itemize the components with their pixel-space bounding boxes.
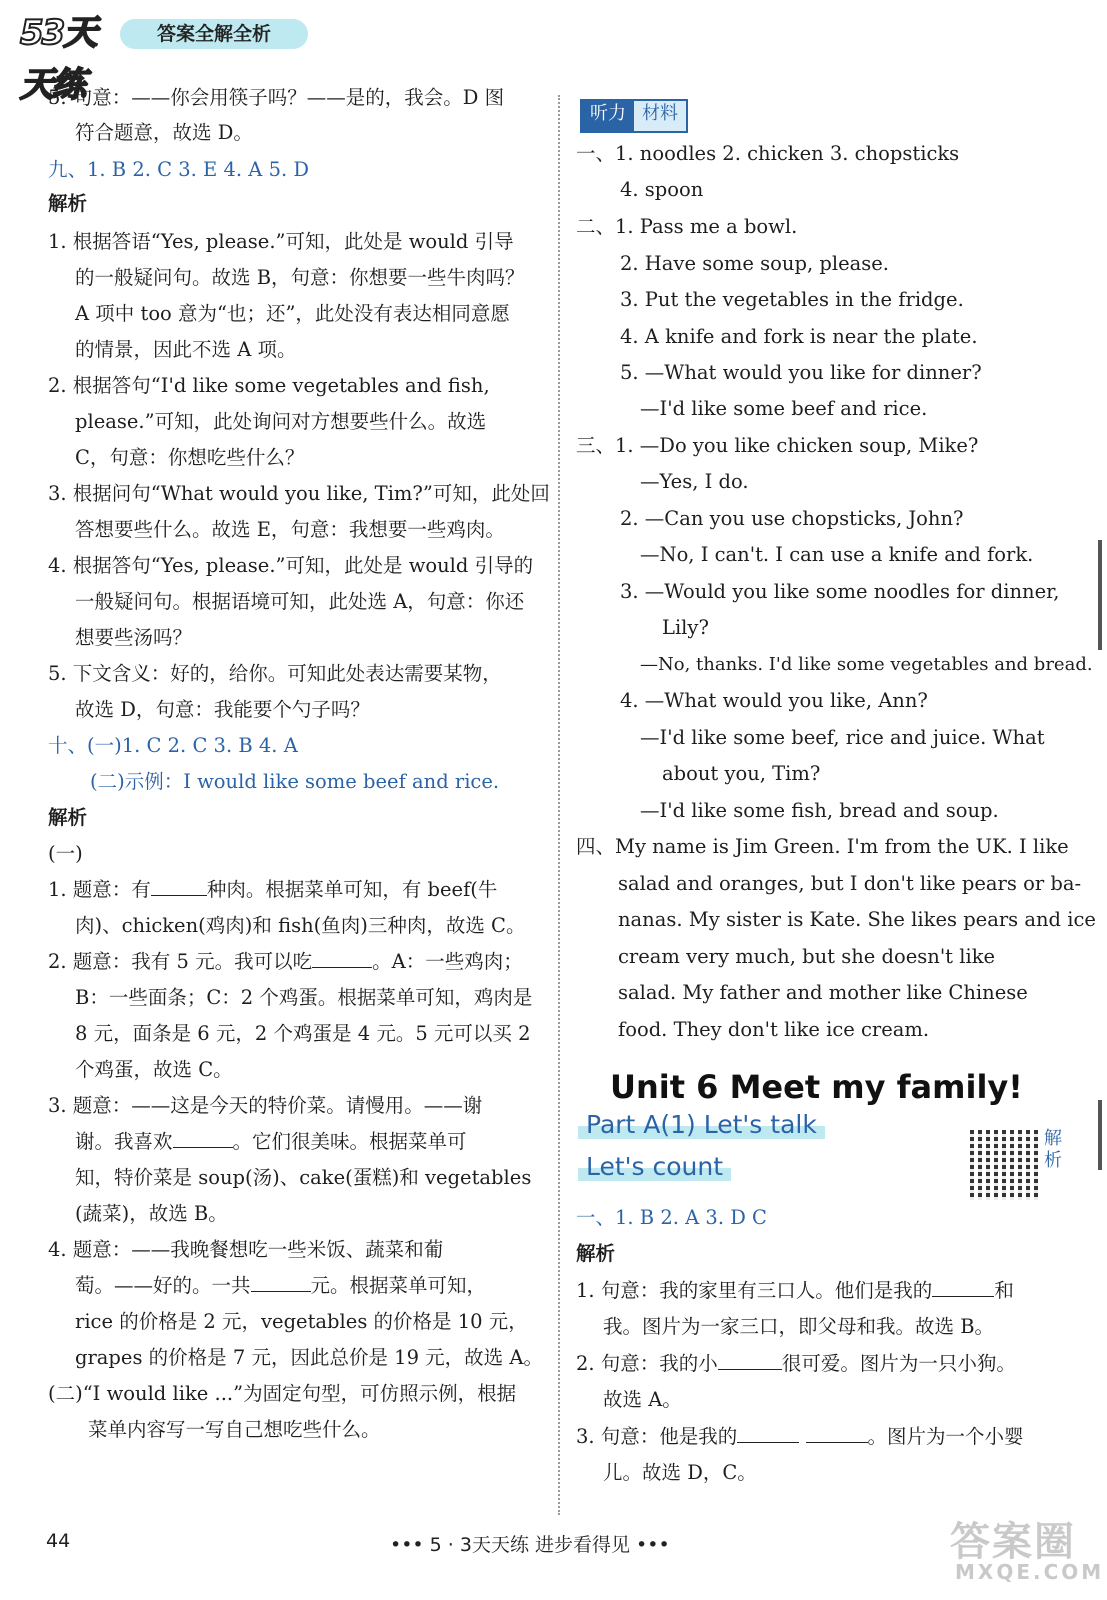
text-line: (二)“I would like ...”为固定句型，可仿照示例，根据 (48, 1382, 517, 1405)
blank (312, 967, 372, 968)
text-line: 个鸡蛋，故选 C。 (75, 1058, 233, 1081)
text-line: 2. —Can you use chopsticks, John? (620, 507, 964, 530)
text-line: 4. A knife and fork is near the plate. (620, 325, 978, 348)
blank (151, 895, 207, 896)
text-line: 的一般疑问句。故选 B，句意：你想要一些牛肉吗？ (75, 266, 525, 289)
answer-line: (二)示例：I would like some beef and rice. (90, 770, 500, 793)
header-title-pill: 答案全解全析 (120, 19, 308, 49)
listening-material-tag (580, 99, 688, 133)
watermark-line2: MXQE.COM (955, 1560, 1105, 1584)
text-line: 3. 句意：他是我的 。图片为一个小婴 (576, 1425, 1024, 1448)
brand-logo: 53天天练 (20, 13, 96, 105)
blank (932, 1296, 994, 1297)
text-line: 5. —What would you like for dinner? (620, 361, 982, 384)
text-line: 故选 A。 (603, 1388, 682, 1411)
qr-code-pattern (970, 1130, 1040, 1200)
analysis-heading: 解析 (48, 192, 88, 215)
unit-title: Unit 6 Meet my family! (610, 1068, 1023, 1106)
text-line: —I'd like some beef and rice. (640, 397, 928, 420)
watermark (930, 1510, 1105, 1590)
text-line: 4. 根据答句“Yes, please.”可知，此处是 would 引导的 (48, 554, 534, 577)
text-line: 肉)、chicken(鸡肉)和 fish(鱼肉)三种肉，故选 C。 (75, 914, 526, 937)
text-line: 我。图片为一家三口，即父母和我。故选 B。 (603, 1315, 995, 1338)
text-line: 2. 根据答句“I'd like some vegetables and fish, (48, 374, 490, 397)
text-line: 二、1. Pass me a bowl. (576, 215, 798, 238)
text-line: C，句意：你想吃些什么？ (75, 446, 305, 469)
analysis-heading: 解析 (576, 1242, 616, 1265)
text-line: please.”可知，此处询问对方想要些什么。故选 (75, 410, 487, 433)
text-line: A 项中 too 意为“也；还”，此处没有表达相同意愿 (75, 302, 510, 325)
part-title: Part A(1) Let's talk (578, 1110, 825, 1139)
text-line: 的情景，因此不选 A 项。 (75, 338, 297, 361)
column-divider (558, 95, 560, 1515)
text-line: 萄。——好的。一共 元。根据菜单可知， (75, 1274, 487, 1297)
text-line: 2. 句意：我的小 很可爱。图片为一只小狗。 (576, 1352, 1016, 1375)
text-line: Lily? (662, 616, 709, 639)
text-line: salad and oranges, but I don't like pears or ba- (618, 872, 1082, 895)
text-line: 1. 题意：有 种肉。根据菜单可知，有 beef(牛 (48, 878, 498, 901)
blank (173, 1147, 233, 1148)
text-line: 4. spoon (620, 178, 704, 201)
watermark-line1: 答案圈 (950, 1519, 1076, 1565)
qr-label: 解析 (1044, 1128, 1062, 1171)
text-line: 5. 句意：——你会用筷子吗？——是的，我会。D 图 (48, 86, 505, 109)
answer-line: 九、1. B 2. C 3. E 4. A 5. D (48, 158, 310, 181)
text-line: 符合题意，故选 D。 (75, 121, 253, 144)
text-line: 5. 下文含义：好的，给你。可知此处表达需要某物， (48, 662, 502, 685)
text-line: —Yes, I do. (640, 470, 749, 493)
text-line: 儿。故选 D，C。 (603, 1461, 757, 1484)
text-line: —I'd like some beef, rice and juice. What (640, 726, 1045, 749)
text-line: 知，特价菜是 soup(汤)、cake(蛋糕)和 vegetables (75, 1166, 532, 1189)
text-line: salad. My father and mother like Chinese (618, 981, 1028, 1004)
sub-heading: (一) (48, 842, 83, 865)
answer-line: 十、(一)1. C 2. C 3. B 4. A (48, 734, 298, 757)
page-edge-mark (1098, 1100, 1102, 1170)
text-line: 3. 题意：——这是今天的特价菜。请慢用。——谢 (48, 1094, 483, 1117)
footer-slogan: ••• 5 · 3天天练 进步看得见 ••• (390, 1534, 670, 1556)
answer-line: 一、1. B 2. A 3. D C (576, 1206, 767, 1229)
text-line: 1. 句意：我的家里有三口人。他们是我的 和 (576, 1279, 1014, 1302)
text-line: 一般疑问句。根据语境可知，此处选 A，句意：你还 (75, 590, 525, 613)
text-line: 4. 题意：——我晚餐想吃一些米饭、蔬菜和葡 (48, 1238, 444, 1261)
part-subtitle: Let's count (578, 1152, 731, 1181)
text-line: grapes 的价格是 7 元，因此总价是 19 元，故选 A。 (75, 1346, 543, 1369)
text-line: —No, I can't. I can use a knife and fork. (640, 543, 1034, 566)
text-line: —I'd like some fish, bread and soup. (640, 799, 999, 822)
text-line: 三、1. —Do you like chicken soup, Mike? (576, 434, 979, 457)
text-line: 一、1. noodles 2. chicken 3. chopsticks (576, 142, 960, 165)
text-line: cream very much, but she doesn't like (618, 945, 996, 968)
text-line: 2. Have some soup, please. (620, 252, 889, 275)
blank (737, 1442, 799, 1443)
text-line: 3. 根据问句“What would you like, Tim?”可知，此处回 (48, 482, 550, 505)
text-line: B：一些面条；C：2 个鸡蛋。根据菜单可知，鸡肉是 (75, 986, 533, 1009)
text-line: 3. —Would you like some noodles for dinner, (620, 580, 1060, 603)
text-line: 四、My name is Jim Green. I'm from the UK. I like (576, 835, 1069, 858)
text-line: 菜单内容写一写自己想吃些什么。 (88, 1418, 381, 1441)
text-line: food. They don't like ice cream. (618, 1018, 930, 1041)
text-line: 2. 题意：我有 5 元。我可以吃 。A：一些鸡肉； (48, 950, 523, 973)
text-line: 8 元，面条是 6 元，2 个鸡蛋是 4 元。5 元可以买 2 (75, 1022, 531, 1045)
text-line: rice 的价格是 2 元，vegetables 的价格是 10 元， (75, 1310, 528, 1333)
blank (251, 1291, 311, 1292)
text-line: 想要些汤吗？ (75, 626, 193, 649)
blank (718, 1369, 782, 1370)
text-line: 故选 D，句意：我能要个勺子吗？ (75, 698, 370, 721)
text-line: 3. Put the vegetables in the fridge. (620, 288, 964, 311)
analysis-heading: 解析 (48, 806, 88, 829)
text-line: (蔬菜)，故选 B。 (75, 1202, 228, 1225)
text-line: —No, thanks. I'd like some vegetables and bread. (640, 654, 1093, 675)
page-number: 44 (46, 1530, 71, 1552)
text-line: 答想要些什么。故选 E，句意：我想要一些鸡肉。 (75, 518, 505, 541)
text-line: about you, Tim? (662, 762, 821, 785)
tag-listening: 听力 (582, 101, 634, 131)
tag-material: 材料 (634, 101, 686, 131)
text-line: 1. 根据答语“Yes, please.”可知，此处是 would 引导 (48, 230, 514, 253)
page-edge-mark (1098, 540, 1102, 650)
text-line: 4. —What would you like, Ann? (620, 689, 928, 712)
blank (806, 1442, 868, 1443)
text-line: 谢。我喜欢 。它们很美味。根据菜单可 (75, 1130, 467, 1153)
text-line: nanas. My sister is Kate. She likes pears and ice (618, 908, 1096, 931)
